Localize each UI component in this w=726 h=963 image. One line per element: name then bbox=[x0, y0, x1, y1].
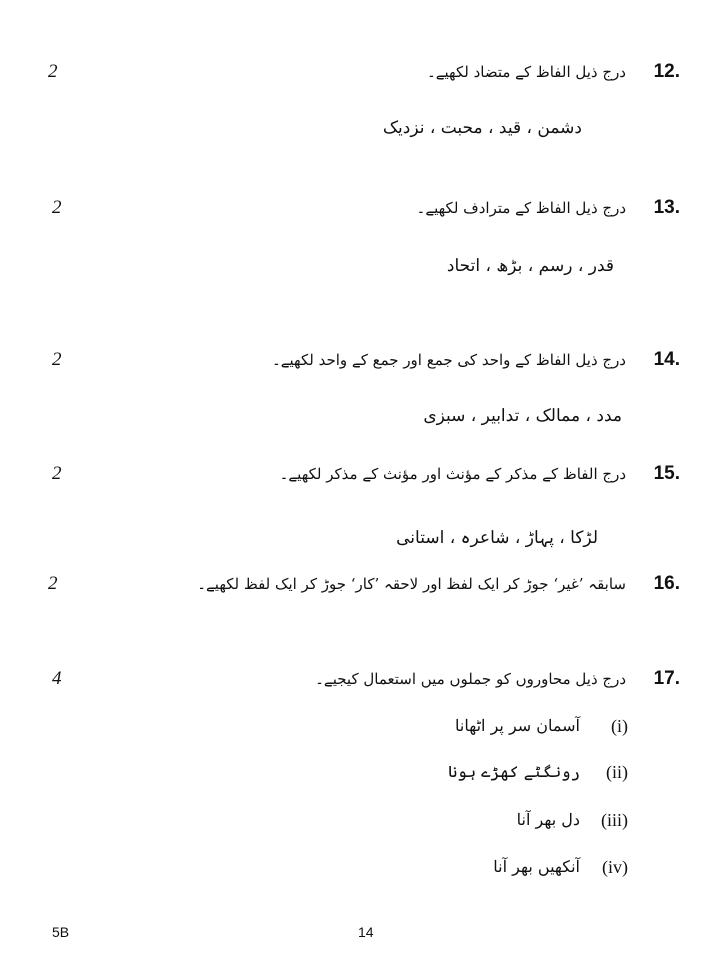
question-text: درج الفاظ کے مذکر کے مؤنث اور مؤنث کے مذکر لکھیے۔ bbox=[279, 465, 626, 483]
idiom-text: آنکھیں بھر آنا bbox=[493, 857, 580, 876]
paper-code: 5B bbox=[52, 924, 70, 940]
question-number: 16. bbox=[653, 573, 680, 594]
question-words: دشمن ، قید ، محبت ، نزدیک bbox=[382, 118, 582, 138]
idiom-item bbox=[328, 857, 628, 885]
question-text: درج ذیل الفاظ کے مترادف لکھیے۔ bbox=[416, 199, 626, 217]
idiom-label: (iv) bbox=[602, 857, 628, 877]
question-number: 13. bbox=[653, 197, 680, 218]
question-14 bbox=[0, 349, 726, 379]
question-13 bbox=[0, 197, 726, 227]
question-marks: 2 bbox=[48, 61, 58, 82]
question-marks: 2 bbox=[52, 463, 62, 484]
question-marks: 4 bbox=[52, 668, 62, 689]
question-number: 14. bbox=[653, 349, 680, 370]
question-text: درج ذیل محاوروں کو جملوں میں استعمال کیجیے۔ bbox=[315, 670, 626, 688]
idiom-text: دل بھر آنا bbox=[516, 810, 580, 829]
question-17 bbox=[0, 668, 726, 698]
question-15 bbox=[0, 463, 726, 493]
idiom-item bbox=[328, 762, 628, 790]
question-words: مدد ، ممالک ، تدابیر ، سبزی bbox=[423, 406, 622, 426]
question-16 bbox=[0, 573, 726, 603]
question-number: 15. bbox=[653, 463, 680, 484]
idiom-item bbox=[328, 716, 628, 744]
question-marks: 2 bbox=[52, 197, 62, 218]
question-text: درج ذیل الفاظ کے واحد کی جمع اور جمع کے واحد لکھیے۔ bbox=[271, 351, 626, 369]
question-text: سابقہ ’غیر‘ جوڑ کر ایک لفظ اور لاحقہ ’کار‘ جوڑ کر ایک لفظ لکھیے۔ bbox=[197, 575, 626, 593]
idiom-label: (i) bbox=[611, 716, 628, 736]
question-number: 12. bbox=[653, 61, 680, 82]
page-number: 14 bbox=[358, 924, 374, 940]
question-words: لڑکا ، پہاڑ ، شاعرہ ، استانی bbox=[396, 528, 598, 548]
question-words: قدر ، رسم ، بڑھ ، اتحاد bbox=[446, 256, 614, 276]
idiom-label: (ii) bbox=[606, 762, 628, 782]
idiom-item bbox=[328, 810, 628, 838]
question-number: 17. bbox=[653, 668, 680, 689]
question-text: درج ذیل الفاظ کے متضاد لکھیے۔ bbox=[426, 63, 626, 81]
question-marks: 2 bbox=[52, 349, 62, 370]
question-12 bbox=[0, 61, 726, 91]
idiom-text: رونگٹے کھڑے ہونا bbox=[447, 762, 580, 781]
idiom-text: آسمان سر پر اٹھانا bbox=[455, 716, 580, 735]
question-marks: 2 bbox=[48, 573, 58, 594]
idiom-label: (iii) bbox=[601, 810, 628, 830]
